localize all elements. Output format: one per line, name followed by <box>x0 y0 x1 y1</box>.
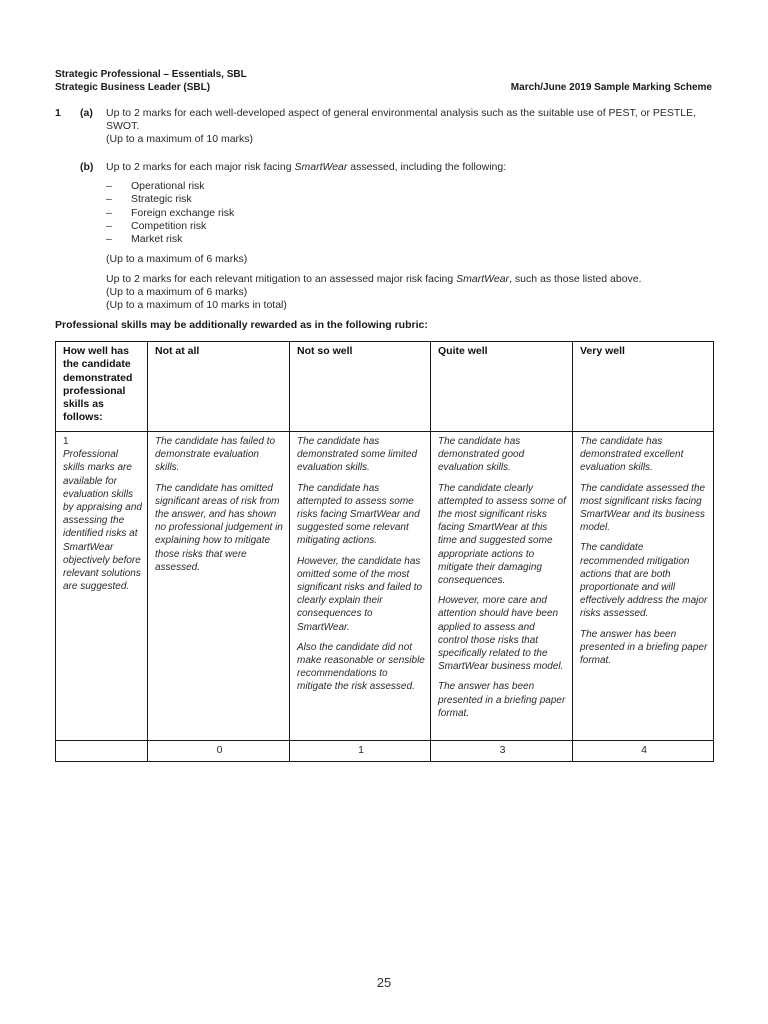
list-item <box>106 193 234 206</box>
level-descriptor: The answer has been presented in a briefing paper format. <box>580 628 708 667</box>
dash-bullet: – <box>106 193 112 206</box>
rubric-header-not-so-well: Not so well <box>290 342 431 432</box>
mitigation-text-start: Up to 2 marks for each relevant mitigation to an assessed major risk facing <box>106 273 457 285</box>
level-descriptor: The candidate has omitted significant areas of risk from the answer, and has shown no professional judgement in explaining how to mitigate those risks that were assessed. <box>155 482 283 573</box>
part-b-total-max: (Up to a maximum of 10 marks in total) <box>106 299 287 312</box>
part-a-max: (Up to a maximum of 10 marks) <box>106 133 254 146</box>
company-name: SmartWear <box>456 273 510 285</box>
score-not-so-well: 1 <box>290 741 431 762</box>
part-b-mitigation-text <box>106 273 716 286</box>
level-not-so-well-cell <box>290 432 431 741</box>
rubric-header-quite-well: Quite well <box>431 342 573 432</box>
level-quite-well-cell <box>431 432 573 741</box>
question-number: 1 <box>55 107 61 119</box>
header-subject: Strategic Business Leader (SBL) <box>55 82 211 93</box>
level-descriptor: However, the candidate has omitted some of the most significant risks and failed to clearly explain their consequences to SmartWear. <box>297 555 423 633</box>
list-item <box>106 180 234 193</box>
risk-label: Strategic risk <box>131 193 192 206</box>
dash-bullet: – <box>106 219 112 232</box>
page-number: 25 <box>376 975 392 990</box>
rubric-header-not-at-all: Not at all <box>148 342 290 432</box>
rubric-criteria-row <box>56 432 714 741</box>
rubric-header-row <box>56 342 714 432</box>
professional-skills-rubric <box>55 341 714 762</box>
part-b-text <box>106 161 716 174</box>
risk-label: Foreign exchange risk <box>131 206 235 219</box>
part-b-text-start: Up to 2 marks for each major risk facing <box>106 161 295 173</box>
score-quite-well: 3 <box>431 741 573 762</box>
level-descriptor: The candidate has attempted to assess some risks facing SmartWear and suggested some relevant mitigating actions. <box>297 482 420 547</box>
level-descriptor: The candidate has demonstrated good evaluation skills. <box>438 436 525 474</box>
skill-number: 1 <box>63 436 69 447</box>
part-b-mitigation-max: (Up to a maximum of 6 marks) <box>106 286 248 299</box>
skill-cell <box>56 432 148 741</box>
rubric-score-row <box>56 741 714 762</box>
score-cell-empty <box>56 741 148 762</box>
header-course: Strategic Professional – Essentials, SBL <box>55 69 247 80</box>
level-descriptor: Also the candidate did not make reasonable or sensible recommendations to mitigate the risk assessed. <box>297 641 425 693</box>
score-very-well: 4 <box>573 741 714 762</box>
level-descriptor: The candidate recommended mitigation actions that are both proportionate and will effectively address the major risks assessed. <box>580 542 708 620</box>
part-a-block <box>106 107 716 147</box>
list-item <box>106 233 234 246</box>
level-descriptor: The candidate has demonstrated some limited evaluation skills. <box>297 436 418 474</box>
score-not-at-all: 0 <box>148 741 290 762</box>
skill-description: Professional skills marks are available for evaluation skills by appraising and assessing the identified risks at SmartWear objectively before relevant solutions are suggested. <box>63 449 142 593</box>
part-a-text: Up to 2 marks for each well-developed aspect of general environmental analysis such as the suitable use of PEST, or PESTLE, SWOT. <box>106 107 697 133</box>
part-b-mitigation-block <box>106 273 716 313</box>
level-descriptor: The candidate clearly attempted to assess some of the most significant risks facing SmartWear at this time and suggested some appropriate actions to mitigate their damaging consequences. <box>438 482 566 587</box>
risk-label: Market risk <box>131 233 183 246</box>
mitigation-text-end: , such as those listed above. <box>509 273 642 285</box>
risk-label: Operational risk <box>131 180 205 192</box>
risk-list <box>106 180 234 246</box>
list-item <box>106 207 234 220</box>
risk-label: Competition risk <box>131 219 207 232</box>
level-descriptor: However, more care and attention should have been applied to assess and control those risks that specifically related to the SmartWear business model. <box>438 595 564 673</box>
level-not-at-all-cell <box>148 432 290 741</box>
rubric-header-criteria: How well has the candidate demonstrated professional skills as follows: <box>56 342 148 432</box>
company-name: SmartWear <box>294 161 348 173</box>
rubric-intro: Professional skills may be additionally rewarded as in the following rubric: <box>55 319 428 331</box>
level-descriptor: The answer has been presented in a briefing paper format. <box>438 681 566 719</box>
level-descriptor: The candidate has demonstrated excellent evaluation skills. <box>580 436 684 474</box>
dash-bullet: – <box>106 206 112 219</box>
level-descriptor: The candidate assessed the most significant risks facing SmartWear and its business model. <box>580 482 706 534</box>
header-scheme: March/June 2019 Sample Marking Scheme <box>510 82 712 93</box>
part-b-text-end: assessed, including the following: <box>347 161 507 173</box>
dash-bullet: – <box>106 180 112 192</box>
dash-bullet: – <box>106 233 112 246</box>
part-a-label: (a) <box>80 107 93 119</box>
header-line2 <box>55 81 712 94</box>
level-very-well-cell <box>573 432 714 741</box>
part-b-risk-max: (Up to a maximum of 6 marks) <box>106 253 248 265</box>
list-item <box>106 220 234 233</box>
rubric-header-very-well: Very well <box>573 342 714 432</box>
level-descriptor: The candidate has failed to demonstrate evaluation skills. <box>155 436 276 474</box>
part-b-label: (b) <box>80 161 94 173</box>
